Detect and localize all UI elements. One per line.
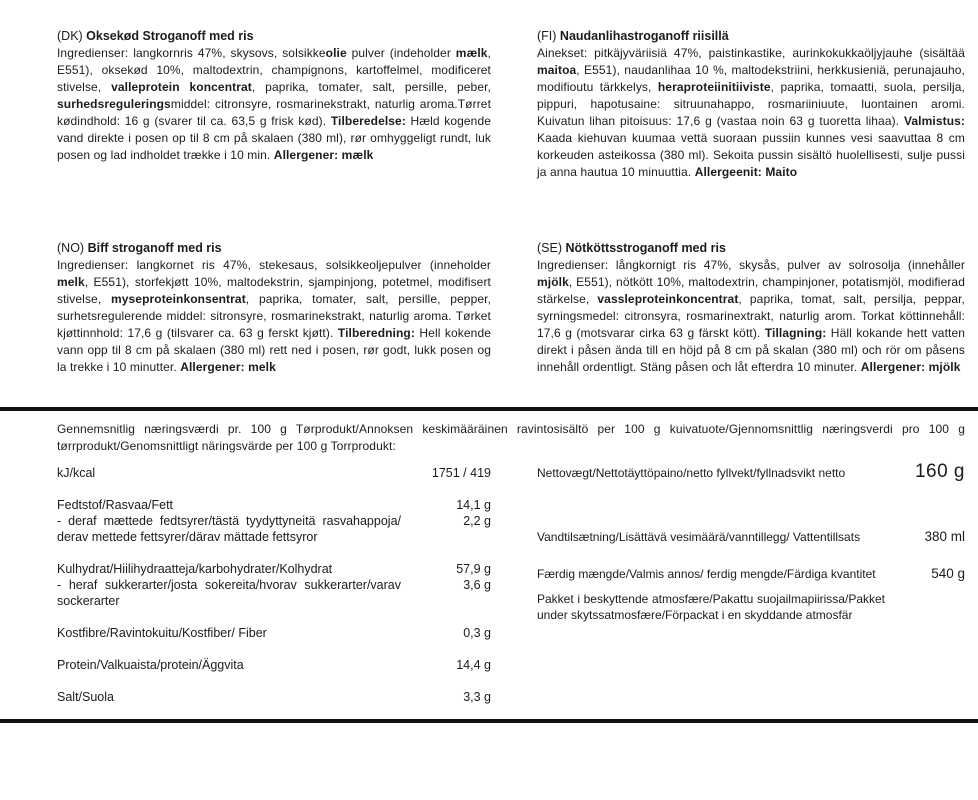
nutrition-row [57,625,491,641]
ingredient-text: Hæld kogende vand direkte i posen op til 8 cm på skalaen (380 ml), rør omhyggeligt rundt, luk posen og lad indholdet trække i 10 min. [57,114,491,162]
ingredient-text: , E551), storfekjøtt 10%, maltodekstrin, sjampinjong, potetmel, modifisert stivelse, [57,275,491,306]
ingredients-text-se [537,257,965,376]
ingredient-emphasis: mjölk [537,275,569,289]
nutrient-subname: - heraf sukkerarter/josta sokereita/hvorav sukkerarter/varav sockerarter [57,578,401,608]
language-code: (NO) [57,241,88,255]
nutrient-value: 1751 / 419 [431,466,491,480]
nutrition-row [57,497,491,545]
ingredient-emphasis: Valmistus: [903,114,965,128]
ingredient-emphasis: Tilberedelse: [330,114,406,128]
nutrient-name: Protein/Valkuaista/protein/Äggvita [57,658,244,672]
ingredient-emphasis: surhedsregulerings [57,97,171,111]
section-title-no [57,240,491,257]
nutrient-name: Kulhydrat/Hiilihydraatteja/karbohydrater/Kolhydrat [57,562,333,576]
divider-top [0,407,978,411]
ingredient-emphasis: mælk [455,46,488,60]
ingredient-text: , paprika, tomaatti, suola, persilja, pippuri, hapotusaine: sitruunahappo, rosmariiniuute, luontainen aromi. Kuivatun lihan pitoisuus: 17,6 g (vastaa noin 63 g tuoretta lihaa). [537,80,965,128]
section-title-dk [57,28,491,45]
nutrient-labels [57,561,407,609]
package-label: Nettovægt/Nettotäyttöpaino/netto fyllvekt/fyllnadsvikt netto [537,466,846,480]
nutrient-labels [57,465,407,481]
nutrient-values [407,689,491,705]
ingredient-emphasis: Allergeenit: Maito [694,165,798,179]
ingredient-emphasis: maitoa [537,63,577,77]
nutrient-value: 14,1 g [456,498,491,512]
ingredient-text: Ingredienser: langkornet ris 47%, stekesaus, solsikkeoljepulver (inneholder [57,258,491,272]
package-value: 540 g [931,566,965,581]
ingredient-text: , paprika, tomater, salt, persille, peber, [251,80,491,94]
ingredients-text-dk [57,45,491,164]
nutrient-value: 0,3 g [463,626,491,640]
ingredient-text: Ainekset: pitkäjyväriisiä 47%, paistinkastike, aurinkokukkaöljyjauhe (sisältää [537,46,965,60]
ingredient-emphasis: valleprotein koncentrat [111,80,252,94]
ingredient-text: Ingredienser: långkornigt ris 47%, skysås, pulver av solrosolja (innehåller [537,258,965,272]
section-title-se [537,240,965,257]
ingredient-emphasis: myseproteinkonsentrat [110,292,246,306]
package-info-table [537,461,965,623]
ingredient-emphasis: melk [57,275,85,289]
package-value [893,591,965,623]
nutrient-name: Fedtstof/Rasvaa/Fett [57,498,174,512]
ingredient-text: Ingredienser: langkornris 47%, skysovs, solsikke [57,46,326,60]
ingredients-section-fi [537,28,965,240]
nutrient-name: Salt/Suola [57,690,114,704]
nutrient-labels [57,657,407,673]
language-code: (DK) [57,29,87,43]
ingredients-section-dk [57,28,491,240]
nutrition-row [57,657,491,673]
package-row [537,461,965,482]
ingredients-text-no [57,257,491,376]
ingredient-emphasis: Tilberedning: [337,326,415,340]
package-row [537,591,965,623]
nutrient-labels [57,689,407,705]
product-name: Naudanlihastroganoff riisillä [559,29,729,43]
ingredient-text: pulver (indeholder [346,46,456,60]
nutrient-values [407,497,491,545]
ingredients-section-se [537,240,965,376]
ingredient-text: , E551), oksekød 10%, maltodextrin, champignons, kartoffelmel, modificeret stivelse, [57,46,491,94]
ingredient-text: , E551), nötkött 10%, maltodextrin, champinjoner, potatismjöl, modifierad stärkelse, [537,275,965,306]
nutrition-row [57,561,491,609]
divider-bottom [0,719,978,723]
package-value: 160 g [914,461,965,482]
nutrition-row [57,465,491,481]
ingredient-text: Häll kokande hett vatten direkt i påsen ända till en höjd på 8 cm på skalan (380 ml) och rör om påsens innehåll ordentligt. Stäng påsen och låt efterdra 10 minuter. [537,326,965,374]
ingredients-section-no [57,240,491,376]
ingredients-sections [57,28,965,376]
ingredient-emphasis: Allergener: mjölk [860,360,961,374]
product-name: Biff stroganoff med ris [87,241,222,255]
package-label: Færdig mængde/Valmis annos/ ferdig mengde/Färdiga kvantitet [537,567,876,581]
ingredients-text-fi [537,45,965,181]
nutrient-values [407,561,491,609]
ingredient-text: Hell kokende vann opp til 8 cm på skalaen (380 ml) rett ned i posen, rør godt, lukk posen og la trekke i 10 minutter. [57,326,491,374]
language-code: (SE) [537,241,566,255]
ingredient-text: , paprika, tomater, salt, persille, pepper, surhetsregulerende middel: sitronsyre, rosmarinekstrakt, naturlig aroma. Tørket kjøttinnhold: 17,6 g (tilsvarer ca. 63 g ferskt kjøtt). [57,292,491,340]
ingredient-text: middel: citronsyre, rosmarinekstrakt, naturlig aroma.Tørret kødindhold: 16 g (svarer til ca. 63,5 g frisk kød). [57,97,491,128]
nutrient-name: kJ/kcal [57,466,96,480]
ingredient-text: , paprika, tomat, salt, persilja, peppar, syrningsmedel: citronsyra, rosmarinextrakt, naturlig arom. Torkat köttinnehåll: 17,6 g (motsvarar cirka 63 g färskt kött). [537,292,965,340]
product-name: Oksekød Stroganoff med ris [86,29,254,43]
product-name: Nötköttsstroganoff med ris [565,241,726,255]
nutrient-value: 2,2 g [463,514,491,528]
nutrient-labels [57,625,407,641]
nutrient-labels [57,497,407,545]
nutrition-columns [57,461,965,721]
section-title-fi [537,28,965,45]
ingredient-emphasis: vassleproteinkoncentrat [597,292,739,306]
nutrition-panel [57,421,965,721]
nutrient-value: 3,6 g [463,578,491,592]
nutrient-value: 14,4 g [456,658,491,672]
nutrition-row [57,689,491,705]
nutrient-subname: - deraf mættede fedtsyrer/tästä tyydyttyneitä rasvahappoja/ derav mettede fettsyrer/därav mättade fettsyror [57,514,401,544]
nutrient-name: Kostfibre/Ravintokuitu/Kostfiber/ Fiber [57,626,267,640]
package-value: 380 ml [924,529,965,544]
nutrient-values [407,465,491,481]
language-code: (FI) [537,29,560,43]
nutrient-values [407,625,491,641]
nutrient-value: 57,9 g [456,562,491,576]
nutrient-values [407,657,491,673]
package-label: Vandtilsætning/Lisättävä vesimäärä/vanntillegg/ Vattentillsats [537,530,861,544]
ingredient-emphasis: Allergener: mælk [273,148,374,162]
nutrition-header: Gennemsnitlig næringsværdi pr. 100 g Tørprodukt/Annoksen keskimääräinen ravintosisältö per 100 g kuivatuote/Gjennomsnittlig næringsverdi pro 100 g tørrprodukt/Genomsnittligt näringsvärde per 100 g Torrprodukt: [57,422,965,453]
nutrient-value: 3,3 g [463,690,491,704]
ingredient-emphasis: heraproteiinitiiviste [657,80,771,94]
package-row [537,529,965,545]
package-label: Pakket i beskyttende atmosfære/Pakattu suojailmapiirissa/Pakket under skytssatmosfære/Förpackat i en skyddande atmosfär [537,592,885,622]
ingredient-text: Kaada kiehuvan kuumaa vettä suoraan pussiin kunnes vesi saavuttaa 8 cm korkeuden asteikossa (380 ml). Sekoita pussin sisältö huolellisesti, sulje pussi ja anna hautua 10 minuuttia. [537,131,965,179]
package-row [537,566,965,582]
ingredient-text: , E551), naudanlihaa 10 %, maltodekstriini, herkkusieniä, perunajauho, modifioutu tärkkelys, [537,63,965,94]
nutrition-table [57,465,491,721]
ingredient-emphasis: olie [325,46,347,60]
ingredient-emphasis: Allergener: melk [180,360,276,374]
ingredient-emphasis: Tillagning: [764,326,827,340]
